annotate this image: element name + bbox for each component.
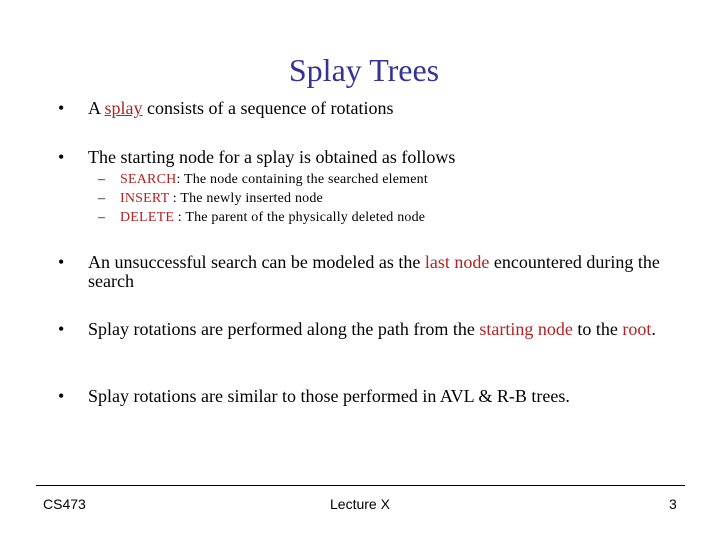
bullet-icon: • [58,319,65,339]
sub-item-key: SEARCH [120,172,177,187]
footer-divider [36,485,685,486]
bullet-text: A splay consists of a sequence of rotations [88,98,394,118]
sub-item-desc: The newly inserted node [180,191,323,206]
sub-item-key: INSERT [120,191,170,206]
footer-lecture: Lecture X [330,496,390,512]
dash-icon: – [98,172,106,187]
footer-course: CS473 [43,496,86,512]
bullet-text: Splay rotations are performed along the path from the starting node to the root. [88,319,656,339]
sub-item-insert: – INSERT : The newly inserted node [98,191,323,206]
term-splay: splay [104,98,143,118]
term-root: root [622,319,652,339]
sub-item-desc: The node containing the searched element [183,172,428,187]
sub-item-delete: – DELETE : The parent of the physically deleted node [98,210,426,225]
slide-title: Splay Trees [288,52,440,88]
bullet-icon: • [58,98,65,118]
dash-icon: – [98,210,106,225]
footer-page-number: 3 [669,496,677,512]
bullet-icon: • [58,252,65,272]
bullet-text: Splay rotations are similar to those performed in AVL & R-B trees. [88,386,570,406]
sub-item-desc: The parent of the physically deleted node [185,210,426,225]
bullet-icon: • [58,386,65,406]
term-last-node: last node [424,252,490,272]
term-starting-node: starting node [479,319,573,339]
bullet-text: The starting node for a splay is obtained as follows [88,147,456,167]
dash-icon: – [98,191,106,206]
sub-item-key: DELETE [120,210,175,225]
sub-item-search: – SEARCH: The node containing the searched element [98,172,428,187]
bullet-icon: • [58,147,65,167]
bullet-text: An unsuccessful search can be modeled as the last node encountered during the search [88,252,660,291]
